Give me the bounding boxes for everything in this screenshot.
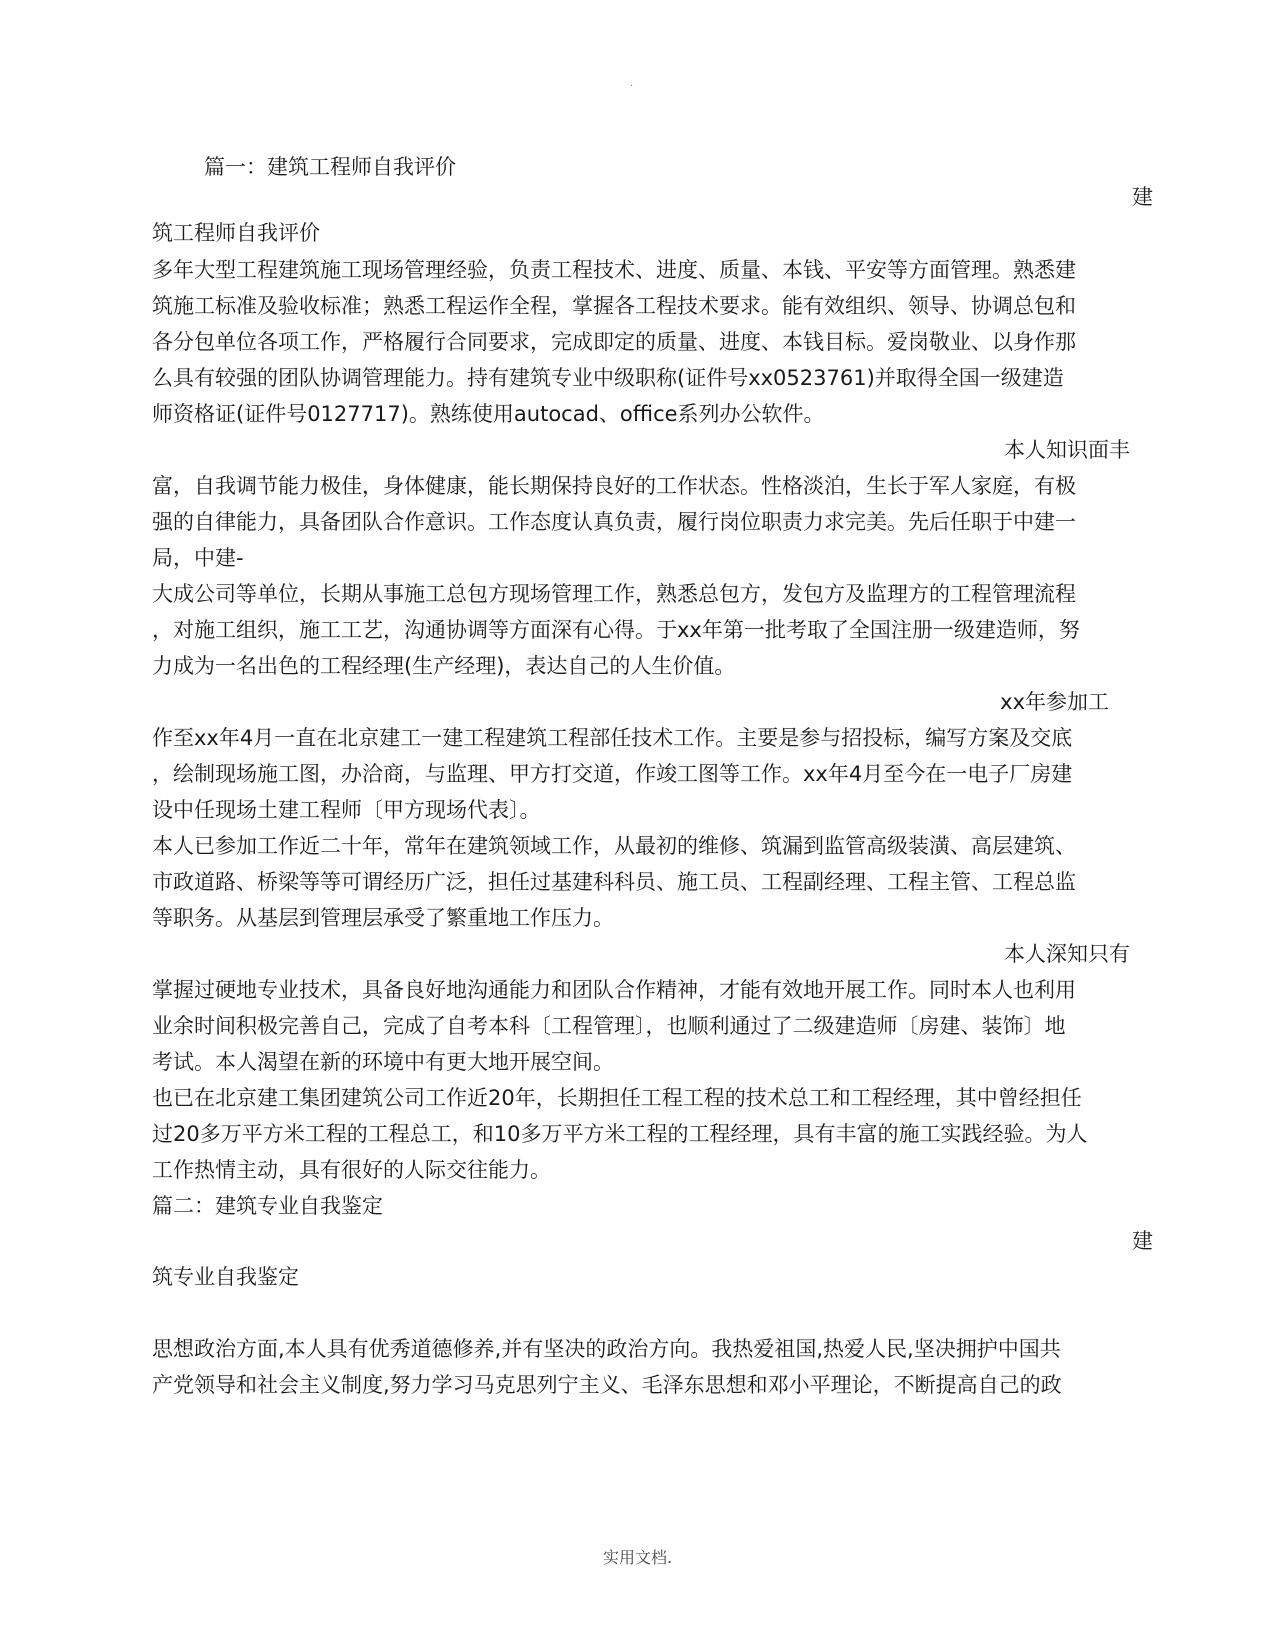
text-line: 业余时间积极完善自己，完成了自考本科〔工程管理〕，也顺利通过了二级建造师〔房建、装饰〕地: [152, 1014, 1066, 1038]
text-line: 设中任现场土建工程师〔甲方现场代表〕。: [152, 798, 541, 822]
text-line: 本人知识面丰: [1004, 438, 1130, 462]
text-line: 局，中建-: [152, 546, 244, 570]
text-line: 各分包单位各项工作，严格履行合同要求，完成即定的质量、进度、本钱目标。爱岗敬业、以身作那: [152, 330, 1076, 354]
subheading: 筑工程师自我评价: [152, 221, 320, 245]
text-line: 筑施工标准及验收标准；熟悉工程运作全程，掌握各工程技术要求。能有效组织、领导、协调总包和: [152, 294, 1076, 318]
text-line: 等职务。从基层到管理层承受了繁重地工作压力。: [152, 906, 614, 930]
text-line: 掌握过硬地专业技术，具备良好地沟通能力和团队合作精神，才能有效地开展工作。同时本人也利用: [152, 978, 1076, 1002]
section-title-2: 篇二：建筑专业自我鉴定: [152, 1194, 383, 1218]
text-line: 作至xx年4月一直在北京建工一建工程建筑工程部任技术工作。主要是参与招投标，编写方案及交底: [152, 726, 1073, 750]
text-line: 强的自律能力，具备团队合作意识。工作态度认真负责，履行岗位职责力求完美。先后任职于中建一: [152, 510, 1076, 534]
text-line: 市政道路、桥梁等等可谓经历广泛，担任过基建科科员、施工员、工程副经理、工程主管、工程总监: [152, 870, 1076, 894]
text-line: 本人深知只有: [1004, 942, 1130, 966]
text-line: 么具有较强的团队协调管理能力。持有建筑专业中级职称(证件号xx0523761)并取得全国一级建造: [152, 366, 1064, 390]
section-title-1: 篇一：建筑工程师自我评价: [204, 155, 456, 179]
text-line: 富，自我调节能力极佳，身体健康，能长期保持良好的工作状态。性格淡泊，生长于军人家庭，有极: [152, 474, 1076, 498]
text-line: xx年参加工: [1000, 690, 1109, 714]
text-line: 建: [1132, 185, 1153, 209]
text-line: 也已在北京建工集团建筑公司工作近20年，长期担任工程工程的技术总工和工程经理，其中曾经担任: [152, 1086, 1082, 1110]
text-line: 思想政治方面,本人具有优秀道德修养,并有坚决的政治方向。我热爱祖国,热爱人民,坚决拥护中国共: [152, 1337, 1061, 1361]
text-line: 工作热情主动，具有很好的人际交往能力。: [152, 1158, 551, 1182]
text-line: 多年大型工程建筑施工现场管理经验，负责工程技术、进度、质量、本钱、平安等方面管理。熟悉建: [152, 258, 1076, 282]
text-line: 产党领导和社会主义制度,努力学习马克思列宁主义、毛泽东思想和邓小平理论，不断提高自己的政: [152, 1373, 1062, 1397]
text-line: 师资格证(证件号0127717)。熟练使用autocad、office系列办公软件。: [152, 402, 825, 426]
page-footer: 实用文档.: [602, 1548, 673, 1567]
text-line: 大成公司等单位，长期从事施工总包方现场管理工作，熟悉总包方，发包方及监理方的工程管理流程: [152, 582, 1076, 606]
text-line: ，绘制现场施工图，办洽商，与监理、甲方打交道，作竣工图等工作。xx年4月至今在一电子厂房建: [152, 762, 1073, 786]
text-line: 建: [1132, 1229, 1153, 1253]
text-line: 过20多万平方米工程的工程总工，和10多万平方米工程的工程经理，具有丰富的施工实践经验。为人: [152, 1122, 1088, 1146]
text-line: 力成为一名出色的工程经理(生产经理)，表达自己的人生价值。: [152, 654, 736, 678]
text-line: 本人已参加工作近二十年，常年在建筑领域工作，从最初的维修、筑漏到监管高级装潢、高层建筑、: [152, 834, 1076, 858]
header-mark: .: [630, 78, 634, 89]
subheading: 筑专业自我鉴定: [152, 1265, 299, 1289]
text-line: ，对施工组织，施工工艺，沟通协调等方面深有心得。于xx年第一批考取了全国注册一级建造师，努: [152, 618, 1080, 642]
text-line: 考试。本人渴望在新的环境中有更大地开展空间。: [152, 1050, 614, 1074]
